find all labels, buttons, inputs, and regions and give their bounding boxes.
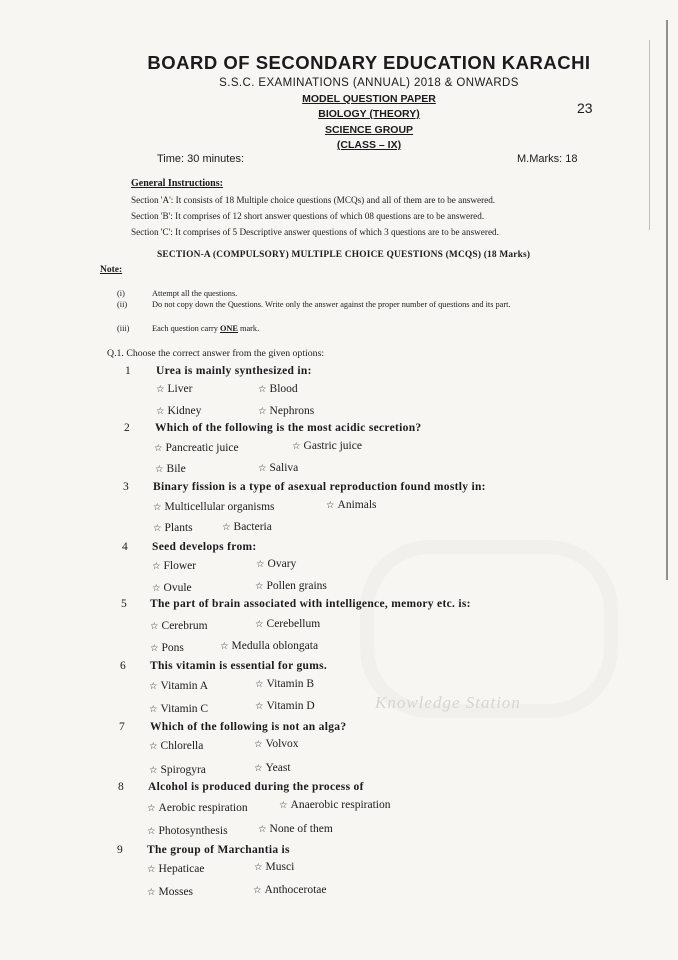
answer-option-label: Saliva [269, 462, 299, 474]
question-text: Which of the following is not an alga? [150, 721, 347, 733]
star-bullet-icon: ☆ [153, 523, 162, 534]
question-text: Alcohol is produced during the process of [148, 781, 364, 793]
answer-option-label: Vitamin A [160, 680, 209, 692]
question-number: 4 [122, 541, 128, 553]
star-bullet-icon: ☆ [147, 826, 156, 837]
answer-option-label: Aerobic respiration [158, 802, 248, 814]
answer-option [153, 522, 193, 534]
answer-option-label: None of them [269, 823, 333, 835]
question-number: 2 [124, 422, 130, 434]
board-title: BOARD OF SECONDARY EDUCATION KARACHI [147, 52, 591, 73]
star-bullet-icon: ☆ [222, 522, 231, 533]
star-bullet-icon: ☆ [149, 765, 158, 776]
question-number: 8 [118, 781, 124, 793]
star-bullet-icon: ☆ [326, 500, 335, 511]
answer-option-label: Multicellular organisms [164, 501, 275, 513]
question-text: This vitamin is essential for gums. [150, 660, 328, 672]
answer-option [254, 762, 291, 774]
answer-option-label: Nephrons [269, 405, 315, 417]
answer-option [255, 618, 320, 630]
answer-option [149, 680, 208, 692]
answer-option-label: Musci [265, 861, 295, 873]
note-item-text: Do not copy down the Questions. Write only the answer against the proper number of questions and its part. [152, 300, 511, 309]
question-number: 5 [121, 598, 127, 610]
answer-option-label: Spirogyra [160, 764, 206, 776]
answer-option-label: Hepaticae [158, 863, 205, 875]
question-number: 6 [120, 660, 126, 672]
answer-option-label: Bacteria [233, 521, 272, 533]
answer-option-label: Chlorella [160, 740, 204, 752]
star-bullet-icon: ☆ [254, 862, 263, 873]
q1-instruction: Q.1. Choose the correct answer from the given options: [107, 348, 325, 359]
star-bullet-icon: ☆ [156, 384, 165, 395]
section-a-instruction: Section 'A': It consists of 18 Multiple choice questions (MCQs) and all of them are to be answered. [131, 195, 496, 205]
star-bullet-icon: ☆ [220, 641, 229, 652]
answer-option-label: Liver [167, 383, 193, 395]
answer-option-label: Mosses [158, 886, 194, 898]
answer-option [258, 405, 314, 417]
answer-option-label: Pons [161, 642, 184, 654]
question-text: The group of Marchantia is [147, 844, 290, 856]
answer-option [255, 700, 315, 712]
paper-title: MODEL QUESTION PAPER [302, 93, 436, 105]
answer-option-label: Kidney [167, 405, 202, 417]
star-bullet-icon: ☆ [292, 441, 301, 452]
question-number: 9 [117, 844, 123, 856]
answer-option [149, 703, 208, 715]
note-item-text: Attempt all the questions. [152, 289, 238, 298]
answer-option-label: Vitamin C [160, 703, 209, 715]
question-number: 3 [123, 481, 129, 493]
question-text: Binary fission is a type of asexual reproduction found mostly in: [153, 481, 486, 493]
star-bullet-icon: ☆ [255, 701, 264, 712]
answer-option-label: Animals [337, 499, 377, 511]
star-bullet-icon: ☆ [152, 561, 161, 572]
watermark-text: Knowledge Station [375, 693, 521, 712]
answer-option-label: Cerebrum [161, 620, 208, 632]
answer-option [254, 738, 299, 750]
answer-option [147, 802, 248, 814]
general-instructions-heading: General Instructions: [131, 178, 223, 189]
star-bullet-icon: ☆ [258, 406, 267, 417]
answer-option [253, 884, 326, 896]
max-marks: M.Marks: 18 [517, 153, 578, 165]
star-bullet-icon: ☆ [147, 864, 156, 875]
question-text: Urea is mainly synthesized in: [156, 365, 312, 377]
answer-option [292, 440, 362, 452]
exam-title: S.S.C. EXAMINATIONS (ANNUAL) 2018 & ONWARDS [219, 77, 519, 89]
star-bullet-icon: ☆ [149, 704, 158, 715]
star-bullet-icon: ☆ [258, 463, 267, 474]
subject-title: BIOLOGY (THEORY) [318, 108, 420, 120]
star-bullet-icon: ☆ [258, 824, 267, 835]
star-bullet-icon: ☆ [256, 559, 265, 570]
star-bullet-icon: ☆ [155, 464, 164, 475]
star-bullet-icon: ☆ [255, 679, 264, 690]
star-bullet-icon: ☆ [147, 803, 156, 814]
answer-option [279, 799, 390, 811]
star-bullet-icon: ☆ [147, 887, 156, 898]
answer-option-label: Vitamin D [266, 700, 315, 712]
answer-option [152, 582, 192, 594]
note-item-number: (iii) [117, 324, 130, 333]
star-bullet-icon: ☆ [154, 443, 163, 454]
answer-option-label: Photosynthesis [158, 825, 228, 837]
star-bullet-icon: ☆ [156, 406, 165, 417]
answer-option-label: Ovule [163, 582, 192, 594]
answer-option [255, 678, 314, 690]
star-bullet-icon: ☆ [153, 502, 162, 513]
answer-option [147, 825, 228, 837]
answer-option [154, 442, 239, 454]
answer-option [149, 740, 203, 752]
answer-option [258, 383, 298, 395]
note-item-number: (i) [117, 289, 125, 298]
answer-option-label: Flower [163, 560, 197, 572]
star-bullet-icon: ☆ [150, 643, 159, 654]
answer-option [155, 463, 186, 475]
answer-option-label: Medulla oblongata [231, 640, 319, 652]
answer-option [258, 462, 298, 474]
question-text: Seed develops from: [152, 541, 257, 553]
section-a-heading: SECTION-A (COMPULSORY) MULTIPLE CHOICE QUESTIONS (MCQS) (18 Marks) [157, 250, 531, 260]
question-text: The part of brain associated with intelligence, memory etc. is: [150, 598, 471, 610]
answer-option [149, 764, 206, 776]
question-number: 1 [125, 365, 131, 377]
section-c-instruction: Section 'C': It comprises of 5 Descriptive answer questions of which 3 questions are to be answered. [131, 227, 499, 237]
answer-option [258, 823, 333, 835]
note-item-text: Each question carry ONE mark. [152, 324, 260, 333]
answer-option-label: Plants [164, 522, 193, 534]
star-bullet-icon: ☆ [253, 885, 262, 896]
answer-option [147, 863, 205, 875]
answer-option [255, 580, 327, 592]
answer-option [156, 405, 201, 417]
time-allowed: Time: 30 minutes: [157, 153, 245, 165]
star-bullet-icon: ☆ [255, 619, 264, 630]
answer-option [150, 642, 184, 654]
answer-option [256, 558, 296, 570]
answer-option-label: Ovary [267, 558, 297, 570]
watermark-logo [360, 540, 618, 718]
answer-option-label: Gastric juice [303, 440, 362, 452]
answer-option [222, 521, 272, 533]
answer-option-label: Pollen grains [266, 580, 327, 592]
star-bullet-icon: ☆ [279, 800, 288, 811]
note-item-number: (ii) [117, 300, 128, 309]
group-title: SCIENCE GROUP [324, 124, 414, 136]
star-bullet-icon: ☆ [254, 763, 263, 774]
answer-option-label: Yeast [265, 762, 291, 774]
star-bullet-icon: ☆ [255, 581, 264, 592]
question-number: 7 [119, 721, 125, 733]
answer-option-label: Anaerobic respiration [290, 799, 391, 811]
section-b-instruction: Section 'B': It comprises of 12 short answer questions of which 08 questions are to be answered. [131, 211, 485, 221]
answer-option [326, 499, 377, 511]
answer-option [254, 861, 294, 873]
star-bullet-icon: ☆ [254, 739, 263, 750]
star-bullet-icon: ☆ [149, 681, 158, 692]
star-bullet-icon: ☆ [258, 384, 267, 395]
answer-option [153, 501, 275, 513]
answer-option-label: Cerebellum [266, 618, 321, 630]
answer-option-label: Pancreatic juice [165, 442, 239, 454]
question-text: Which of the following is the most acidic secretion? [155, 422, 422, 434]
answer-option [150, 620, 208, 632]
answer-option [152, 560, 196, 572]
answer-option-label: Vitamin B [266, 678, 315, 690]
page-number: 23 [577, 100, 593, 116]
answer-option [156, 383, 192, 395]
star-bullet-icon: ☆ [149, 741, 158, 752]
answer-option [220, 640, 318, 652]
answer-option-label: Anthocerotae [264, 884, 327, 896]
note-heading: Note: [100, 265, 123, 275]
answer-option-label: Volvox [265, 738, 299, 750]
star-bullet-icon: ☆ [150, 621, 159, 632]
answer-option-label: Bile [166, 463, 186, 475]
star-bullet-icon: ☆ [152, 583, 161, 594]
answer-option [147, 886, 193, 898]
answer-option-label: Blood [269, 383, 298, 395]
class-title: (CLASS – IX) [336, 139, 402, 151]
